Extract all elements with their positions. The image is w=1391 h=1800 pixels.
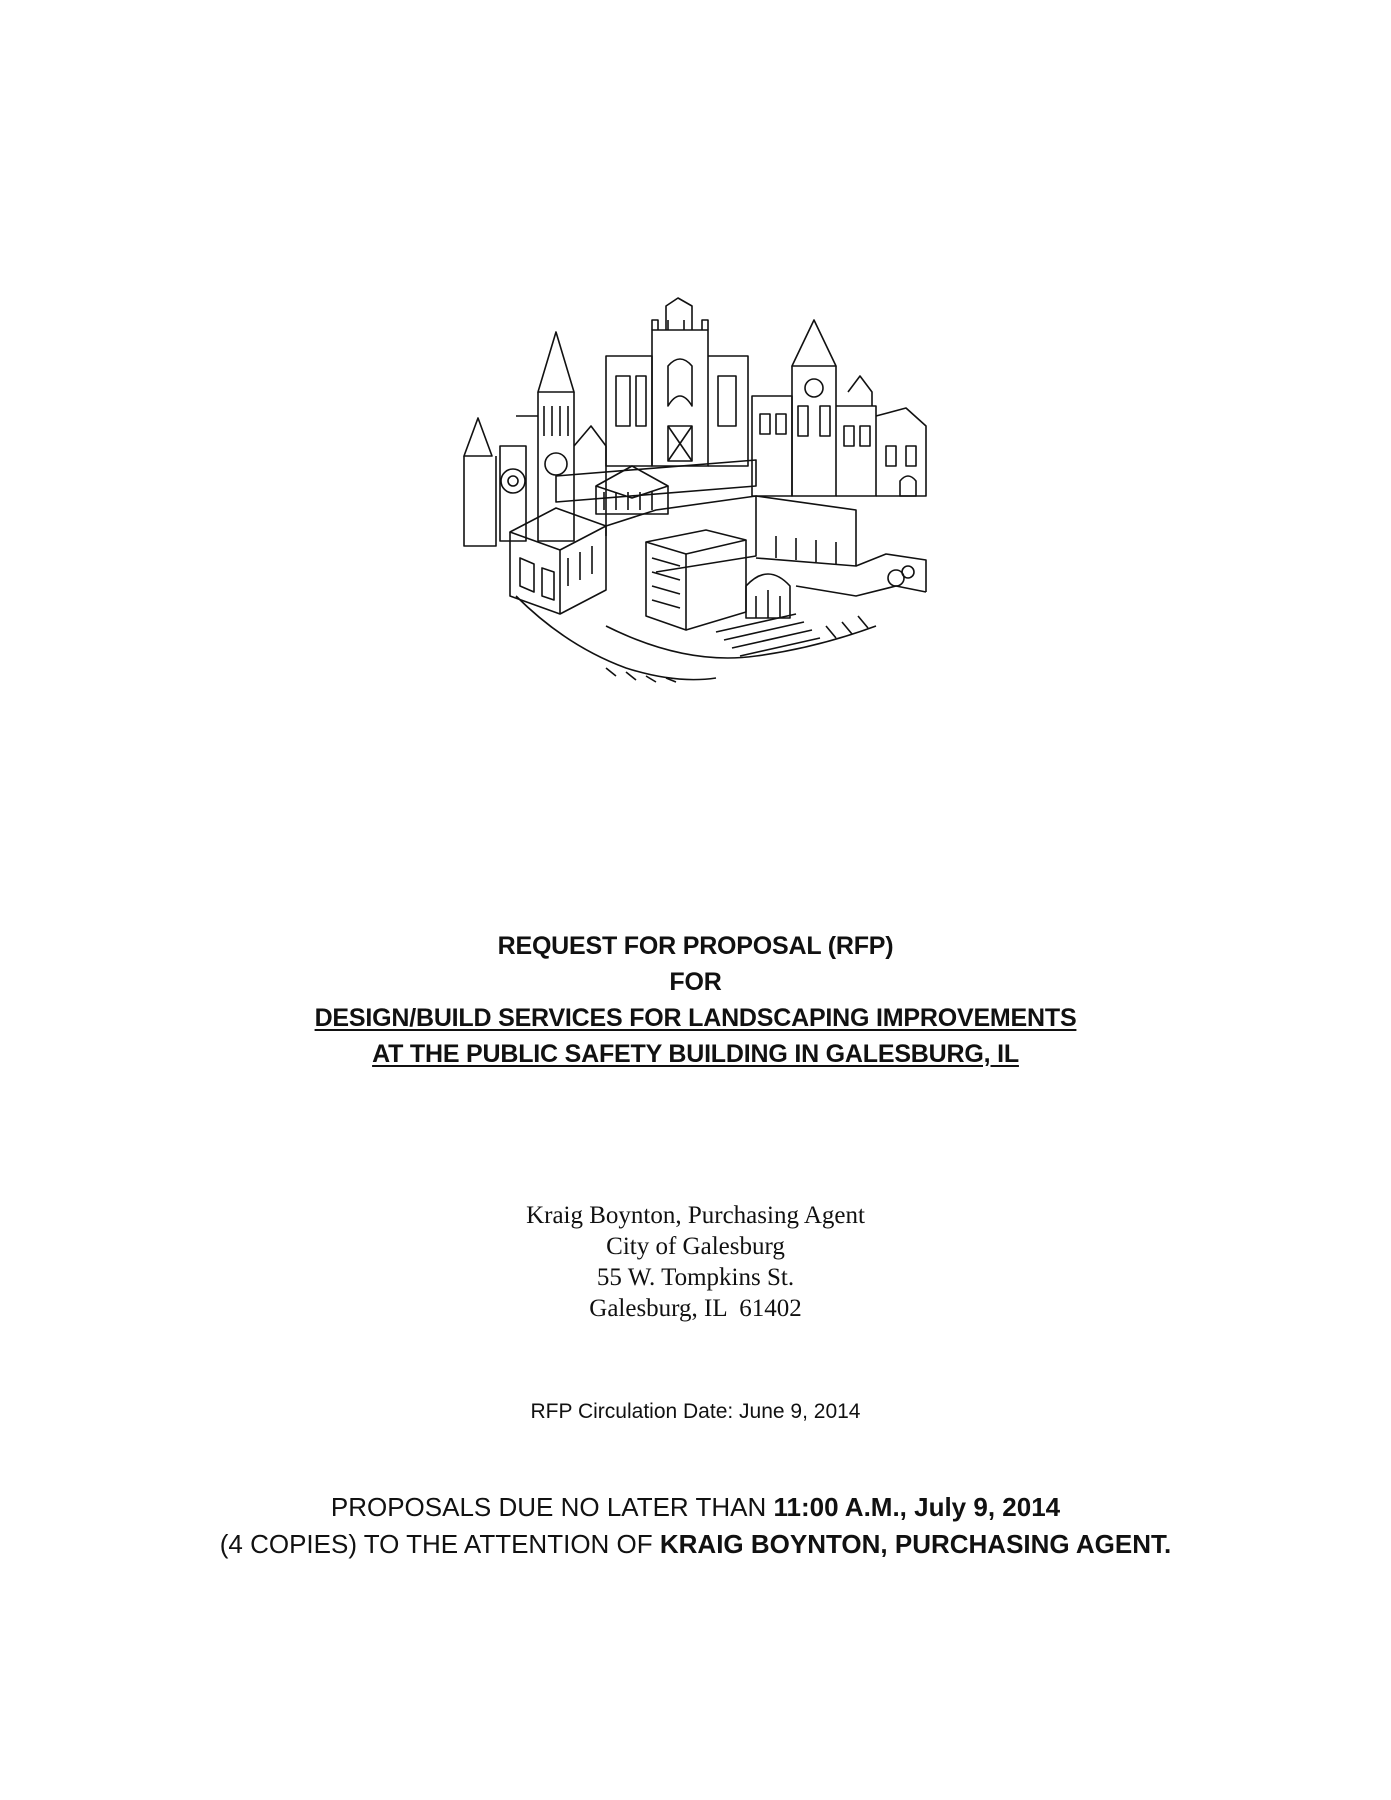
proposal-due-notice — [0, 1489, 1391, 1563]
due-deadline: 11:00 A.M., July 9, 2014 — [773, 1492, 1061, 1522]
contact-organization: City of Galesburg — [606, 1233, 785, 1260]
contact-address — [0, 1200, 1391, 1324]
contact-name: Kraig Boynton, Purchasing Agent — [526, 1202, 865, 1229]
title-line-4: AT THE PUBLIC SAFETY BUILDING IN GALESBURG, IL — [372, 1040, 1019, 1068]
contact-city-state-zip: Galesburg, IL 61402 — [589, 1295, 802, 1322]
title-line-2: FOR — [669, 968, 722, 996]
rfp-title — [0, 928, 1391, 1072]
due-attention: KRAIG BOYNTON, PURCHASING AGENT. — [659, 1529, 1172, 1559]
due-line-1-text: PROPOSALS DUE NO LATER THAN — [330, 1492, 774, 1522]
city-buildings-illustration — [456, 296, 946, 686]
due-line-2-text: (4 COPIES) TO THE ATTENTION OF — [219, 1529, 660, 1559]
title-line-1: REQUEST FOR PROPOSAL (RFP) — [497, 932, 894, 960]
title-line-3: DESIGN/BUILD SERVICES FOR LANDSCAPING IMPROVEMENTS — [314, 1004, 1077, 1032]
circulation-date: RFP Circulation Date: June 9, 2014 — [530, 1400, 861, 1423]
contact-street: 55 W. Tompkins St. — [596, 1264, 795, 1291]
